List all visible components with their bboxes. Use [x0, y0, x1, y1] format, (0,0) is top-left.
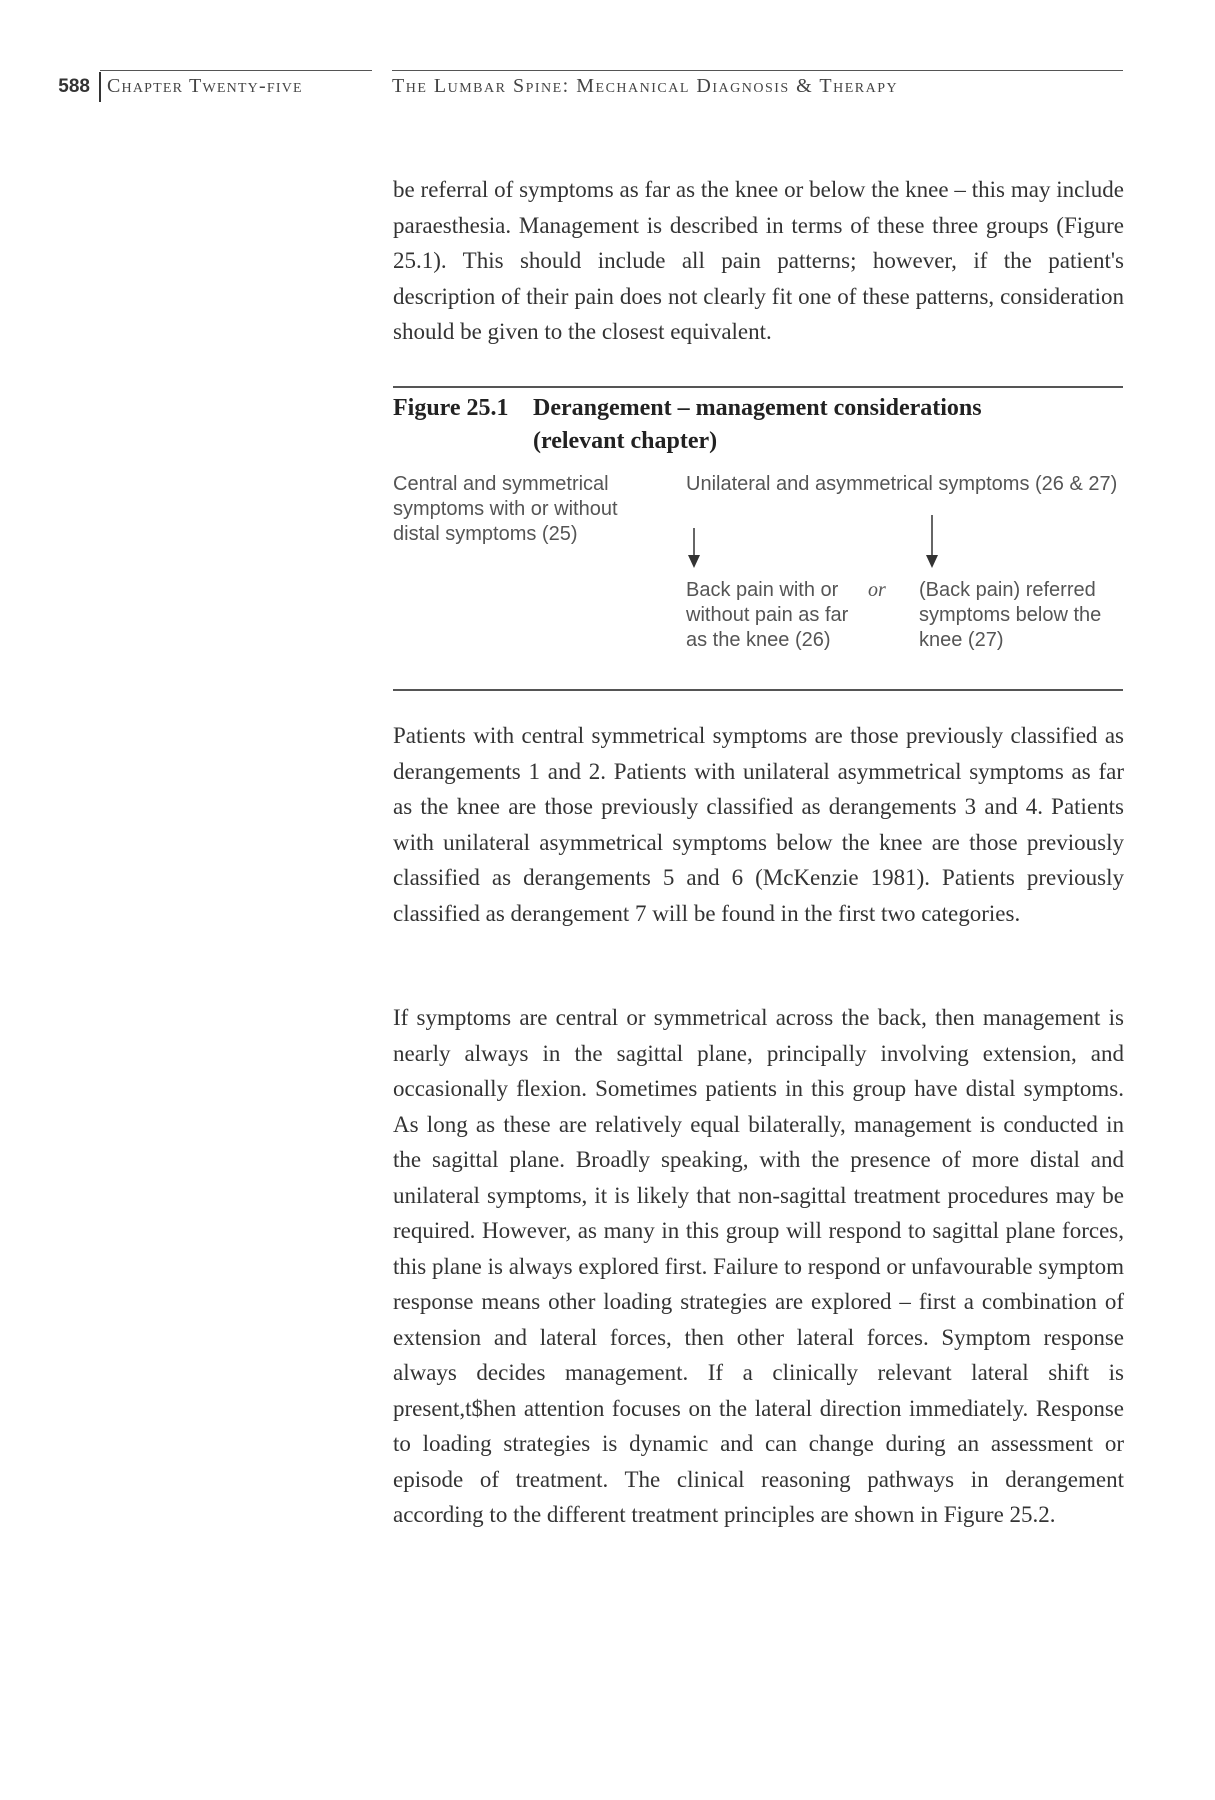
- arrow-down-icon: [684, 528, 704, 570]
- figure-or-label: or: [868, 579, 886, 601]
- header-rule-left: [100, 70, 372, 71]
- chapter-label: Chapter Twenty-five: [107, 75, 303, 97]
- paragraph-intro-block: [393, 172, 1124, 350]
- paragraph-intro: be referral of symptoms as far as the knee or below the knee – this may include paraesthesia. Management is described in terms of these three groups (Figure 25.1). This should include all pain patterns; however, if the patient's description of their pain does not clearly fit one of these patterns, consideration should be given to the closest equivalent.: [393, 177, 1124, 344]
- page-number: 588: [58, 76, 90, 97]
- figure-title-line1: Derangement – management considerations: [533, 395, 982, 421]
- figure-rule-top: [393, 386, 1123, 388]
- header-divider: [99, 72, 101, 102]
- running-book-title: The Lumbar Spine: Mechanical Diagnosis & Therapy: [392, 75, 899, 97]
- figure-number: Figure 25.1: [393, 395, 509, 421]
- paragraph-classification: Patients with central symmetrical symptoms are those previously classified as derangements 1 and 2. Patients with unilateral asymmetrical symptoms as far as the knee are those previously classified as derangements 3 and 4. Patients with unilateral asymmetrical symptoms below the knee are those previously classified as derangements 5 and 6 (McKenzie 1981). Patients previously classified as derangement 7 will be found in the first two categories.: [393, 723, 1124, 926]
- arrow-down-icon: [922, 515, 942, 570]
- paragraph-management-block: [393, 1000, 1124, 1533]
- figure-referred-symptoms: (Back pain) referred symptoms below the knee (27): [919, 579, 1102, 651]
- paragraph-management: If symptoms are central or symmetrical across the back, then management is nearly always in the sagittal plane, principally involving extension, and occasionally flexion. Sometimes patients in this group have distal symptoms. As long as these are relatively equal bilaterally, management is conducted in the sagittal plane. Broadly speaking, with the presence of more distal and unilateral symptoms, it is likely that non-sagittal treatment procedures may be required. However, as many in this group will respond to sagittal plane forces, this plane is always explored first. Failure to respond or unfavourable symptom response means other loading strategies are explored – first a combination of extension and lateral forces, then other lateral forces. Symptom response always decides management. If a clinically relevant lateral shift is present,t$hen attention focuses on the lateral direction immediately. Response to loading strategies is dynamic and can change during an assessment or episode of treatment. The clinical reasoning pathways in derangement according to the different treatment principles are shown in Figure 25.2.: [393, 1005, 1124, 1527]
- paragraph-classification-block: [393, 718, 1124, 931]
- header-rule-right: [392, 70, 1123, 71]
- figure-central-symptoms: Central and symmetrical symptoms with or without distal symptoms (25): [393, 473, 618, 545]
- figure-unilateral-symptoms: Unilateral and asymmetrical symptoms (26 & 27): [686, 473, 1118, 495]
- figure-title: [393, 392, 1123, 458]
- figure-title-line2: (relevant chapter): [533, 428, 718, 454]
- figure-back-pain: Back pain with or without pain as far as the knee (26): [686, 579, 849, 651]
- figure-rule-bottom: [393, 689, 1123, 691]
